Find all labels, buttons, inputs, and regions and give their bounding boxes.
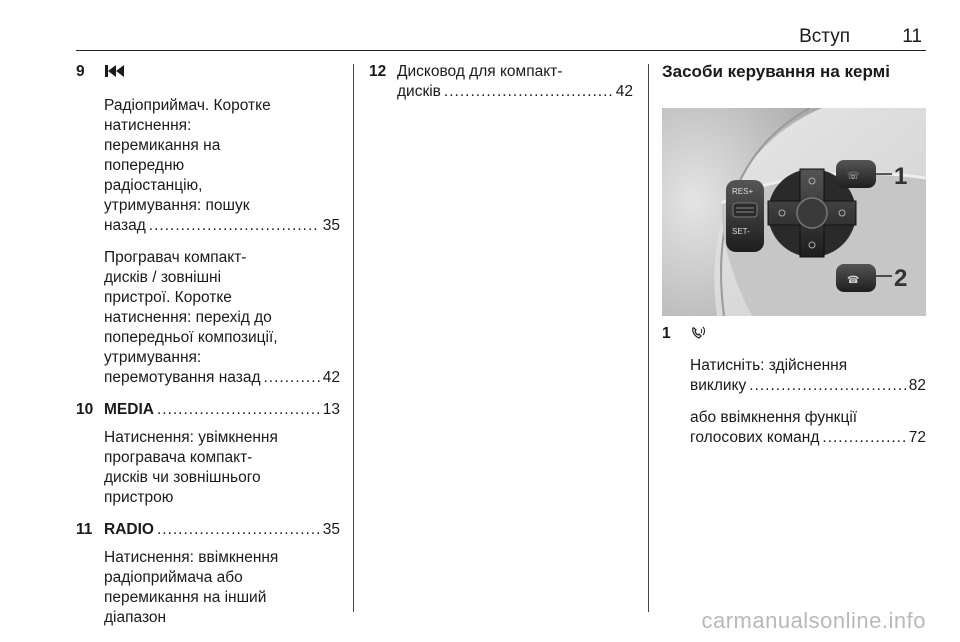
page-reference[interactable] bbox=[104, 216, 340, 236]
item-number: 10 bbox=[76, 401, 94, 418]
section-title: Засоби керування на кермі bbox=[662, 62, 890, 81]
text-line: утримування: bbox=[104, 349, 202, 366]
text-line: або ввімкнення функції bbox=[690, 409, 858, 426]
text-line: перемикання на bbox=[104, 137, 221, 154]
skip-back-icon bbox=[104, 63, 126, 85]
column-2 bbox=[369, 62, 633, 102]
text-line: діапазон bbox=[104, 609, 167, 626]
item-number: 1 bbox=[662, 325, 671, 342]
page-reference[interactable] bbox=[104, 400, 340, 420]
page-ref-number: 82 bbox=[908, 377, 926, 394]
item-icon-row bbox=[104, 62, 340, 84]
column-divider bbox=[648, 64, 649, 612]
column-1 bbox=[76, 62, 340, 628]
text-line: Дисковод для компакт- bbox=[397, 63, 563, 80]
page-ref-number: 42 bbox=[322, 369, 340, 386]
text-line: дисків / зовнішні bbox=[104, 269, 222, 286]
page-title: Вступ bbox=[799, 26, 850, 47]
item-10-description bbox=[104, 428, 340, 508]
text-line: натиснення: bbox=[104, 117, 192, 134]
text-line: Натиснення: ввімкнення bbox=[104, 549, 279, 566]
item-label: RADIO bbox=[104, 521, 154, 538]
text-line: попередню bbox=[104, 157, 185, 174]
item-1-paragraph-1 bbox=[690, 356, 926, 396]
leader-dots bbox=[444, 82, 613, 102]
text-line: виклику bbox=[690, 377, 747, 394]
callout-1: 1 bbox=[894, 163, 908, 190]
page-reference[interactable] bbox=[104, 368, 340, 388]
text-line: радіостанцію, bbox=[104, 177, 203, 194]
column-3 bbox=[662, 62, 926, 82]
page-ref-number: 13 bbox=[322, 401, 340, 418]
text-line: перемикання на інший bbox=[104, 589, 267, 606]
page-header bbox=[76, 22, 924, 52]
page-reference[interactable] bbox=[690, 376, 926, 396]
text-line: програвача компакт- bbox=[104, 449, 253, 466]
svg-text:☎: ☎ bbox=[847, 275, 860, 286]
header-rule bbox=[76, 50, 926, 51]
text-line: голосових команд bbox=[690, 429, 820, 446]
leader-dots bbox=[264, 368, 320, 388]
text-line: Натисніть: здійснення bbox=[690, 357, 848, 374]
svg-text:☏: ☏ bbox=[847, 171, 860, 182]
text-line: натиснення: перехід до bbox=[104, 309, 272, 326]
page-reference[interactable] bbox=[397, 82, 633, 102]
text-line: перемотування назад bbox=[104, 369, 261, 386]
page-reference[interactable] bbox=[104, 520, 340, 540]
text-line: пристрої. Коротке bbox=[104, 289, 232, 306]
list-item-11 bbox=[76, 520, 340, 628]
item-icon-row bbox=[690, 324, 926, 344]
text-line: дисків чи зовнішнього bbox=[104, 469, 261, 486]
text-line: дисків bbox=[397, 83, 441, 100]
text-line: назад bbox=[104, 217, 146, 234]
leader-dots bbox=[749, 376, 905, 396]
text-line: пристрою bbox=[104, 489, 174, 506]
column-3-lower bbox=[662, 324, 926, 448]
text-line: радіоприймача або bbox=[104, 569, 243, 586]
res-label: RES+ bbox=[732, 187, 754, 196]
page-ref-number: 72 bbox=[908, 429, 926, 446]
page-ref-number: 35 bbox=[322, 521, 340, 538]
list-item-12 bbox=[369, 62, 633, 102]
page-ref-number: 35 bbox=[322, 217, 340, 234]
watermark: carmanualsonline.info bbox=[701, 608, 926, 633]
item-11-description bbox=[104, 548, 340, 628]
text-line: попередньої композиції, bbox=[104, 329, 278, 346]
list-item-1 bbox=[662, 324, 926, 448]
item-9-paragraph-1 bbox=[104, 96, 340, 236]
item-1-paragraph-2 bbox=[690, 408, 926, 448]
list-item-9 bbox=[76, 62, 340, 388]
item-number: 12 bbox=[369, 63, 387, 80]
text-line: Натиснення: увімкнення bbox=[104, 429, 278, 446]
set-label: SET- bbox=[732, 227, 750, 236]
item-12-description bbox=[397, 62, 633, 102]
text-line: утримування: пошук bbox=[104, 197, 250, 214]
leader-dots bbox=[157, 520, 320, 540]
item-9-paragraph-2 bbox=[104, 248, 340, 388]
callout-2: 2 bbox=[894, 265, 908, 292]
page-ref-number: 42 bbox=[615, 83, 633, 100]
page-number: 11 bbox=[902, 26, 922, 47]
leader-dots bbox=[149, 216, 320, 236]
steering-wheel-figure bbox=[662, 108, 926, 316]
page-reference[interactable] bbox=[690, 428, 926, 448]
column-divider bbox=[353, 64, 354, 612]
leader-dots bbox=[822, 428, 905, 448]
voice-phone-icon bbox=[690, 325, 706, 347]
item-number: 9 bbox=[76, 63, 85, 80]
item-label: MEDIA bbox=[104, 401, 154, 418]
text-line: Програвач компакт- bbox=[104, 249, 247, 266]
text-line: Радіоприймач. Коротке bbox=[104, 97, 271, 114]
leader-dots bbox=[157, 400, 320, 420]
list-item-10 bbox=[76, 400, 340, 508]
item-number: 11 bbox=[76, 521, 93, 538]
